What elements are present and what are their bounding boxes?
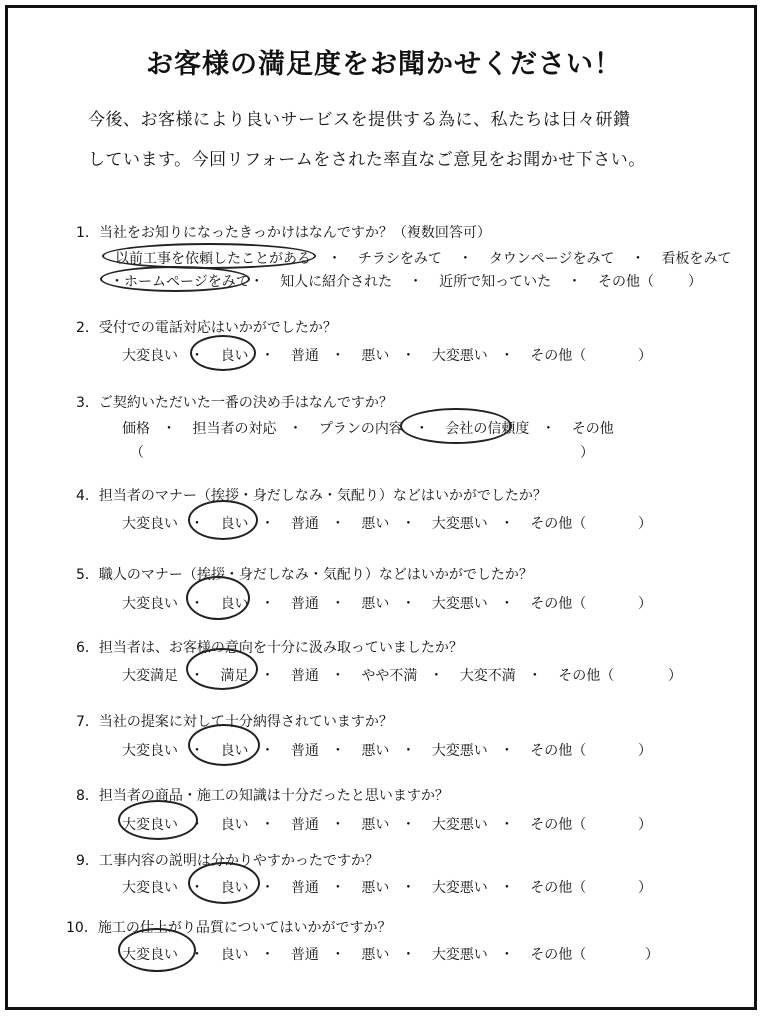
handwritten-circle bbox=[186, 648, 258, 690]
close-paren: ） bbox=[638, 880, 652, 896]
separator-dot: ・ bbox=[330, 596, 345, 612]
option[interactable]: 悪い bbox=[361, 596, 390, 612]
handwritten-circle bbox=[188, 724, 260, 766]
separator-dot: ・ bbox=[190, 947, 204, 963]
option[interactable]: 悪い bbox=[361, 817, 390, 833]
separator-dot: ・ bbox=[260, 516, 275, 532]
intro-line-1: 今後、お客様により良いサービスを提供する為に、私たちは日々研鑽 bbox=[88, 110, 631, 130]
separator-dot: ・ bbox=[499, 817, 514, 833]
separator-dot: ・ bbox=[190, 743, 204, 759]
option[interactable]: 大変悪い bbox=[431, 743, 488, 759]
separator-dot: ・ bbox=[414, 421, 429, 437]
question-1: 1．当社をお知りになったきっかけはなんですか？（複数回答可） bbox=[76, 225, 491, 241]
separator-dot: ・ bbox=[401, 743, 416, 759]
close-paren: ） bbox=[638, 348, 652, 364]
option[interactable]: 近所で知っていた bbox=[439, 274, 552, 290]
close-paren: ） bbox=[668, 668, 682, 684]
option[interactable]: その他（ bbox=[530, 348, 587, 364]
handwritten-circle bbox=[190, 335, 256, 371]
separator-dot: ・ bbox=[401, 516, 416, 532]
separator-dot: ・ bbox=[499, 743, 514, 759]
question-3: 3．ご契約いただいた一番の決め手はなんですか？ bbox=[76, 395, 393, 411]
separator-dot: ・ bbox=[260, 668, 275, 684]
option[interactable]: 悪い bbox=[361, 516, 390, 532]
close-paren: ） bbox=[688, 274, 702, 290]
option[interactable]: 大変良い bbox=[122, 348, 178, 364]
option[interactable]: タウンページをみて bbox=[488, 251, 615, 267]
separator-dot: ・ bbox=[330, 743, 345, 759]
option[interactable]: 大変満足 bbox=[122, 668, 178, 684]
separator-dot: ・ bbox=[499, 596, 514, 612]
separator-dot: ・ bbox=[330, 516, 345, 532]
question-6: 6．担当者は、お客様の意向を十分に汲み取っていましたか？ bbox=[76, 640, 463, 656]
separator-dot: ・ bbox=[260, 817, 275, 833]
separator-dot: ・ bbox=[190, 668, 204, 684]
question-2: 2．受付での電話対応はいかがでしたか？ bbox=[76, 320, 337, 336]
option[interactable]: 普通 bbox=[290, 668, 319, 684]
option[interactable]: その他（ bbox=[558, 668, 615, 684]
option[interactable]: 大変不満 bbox=[459, 668, 516, 684]
separator-dot: ・ bbox=[190, 516, 204, 532]
option[interactable]: 悪い bbox=[361, 743, 390, 759]
separator-dot: ・ bbox=[190, 348, 204, 364]
separator-dot: ・ bbox=[429, 668, 444, 684]
separator-dot: ・ bbox=[330, 668, 345, 684]
separator-dot: ・ bbox=[401, 947, 416, 963]
option[interactable]: 良い bbox=[220, 817, 249, 833]
option[interactable]: 良い bbox=[220, 516, 249, 532]
option[interactable]: 悪い bbox=[361, 348, 390, 364]
separator-dot: ・ bbox=[260, 743, 275, 759]
separator-dot: ・ bbox=[401, 817, 416, 833]
separator-dot: ・ bbox=[162, 421, 176, 437]
handwritten-circle bbox=[100, 266, 250, 292]
separator-dot: ・ bbox=[401, 596, 416, 612]
q3-options bbox=[122, 418, 626, 438]
option[interactable]: 普通 bbox=[290, 348, 319, 364]
separator-dot: ・ bbox=[458, 251, 473, 267]
option[interactable]: プランの内容 bbox=[318, 421, 403, 437]
separator-dot: ・ bbox=[527, 668, 542, 684]
separator-dot: ・ bbox=[190, 596, 204, 612]
open-paren: （ bbox=[130, 445, 144, 461]
option[interactable]: 良い bbox=[220, 880, 249, 896]
option[interactable]: やや不満 bbox=[361, 668, 418, 684]
option[interactable]: 良い bbox=[220, 743, 249, 759]
option[interactable]: 大変良い bbox=[122, 596, 178, 612]
separator-dot: ・ bbox=[260, 596, 275, 612]
option[interactable]: 大変良い bbox=[122, 817, 178, 833]
option[interactable]: その他（ bbox=[530, 743, 587, 759]
option[interactable]: 知人に紹介された bbox=[280, 274, 393, 290]
separator-dot: ・ bbox=[330, 880, 345, 896]
separator-dot: ・ bbox=[190, 880, 204, 896]
option[interactable]: 悪い bbox=[361, 947, 390, 963]
option[interactable]: その他（ bbox=[530, 817, 587, 833]
option[interactable]: 大変良い bbox=[122, 880, 178, 896]
separator-dot: ・ bbox=[260, 348, 275, 364]
option[interactable]: 良い bbox=[220, 596, 249, 612]
separator-dot: ・ bbox=[327, 251, 342, 267]
option[interactable]: 大変良い bbox=[122, 743, 178, 759]
question-10: 10．施工の仕上がり品質についてはいかがですか？ bbox=[66, 920, 392, 936]
option[interactable]: 会社の信頼度 bbox=[445, 421, 530, 437]
option[interactable]: 普通 bbox=[290, 880, 319, 896]
separator-dot: ・ bbox=[541, 421, 556, 437]
question-4: 4．担当者のマナー（挨拶・身だしなみ・気配り）などはいかがでしたか？ bbox=[76, 488, 547, 504]
handwritten-circle bbox=[118, 800, 198, 840]
option[interactable]: 普通 bbox=[290, 947, 319, 963]
option[interactable]: チラシをみて bbox=[357, 251, 442, 267]
option[interactable]: 普通 bbox=[290, 596, 319, 612]
option[interactable]: 以前工事を依頼したことがある bbox=[115, 251, 311, 267]
separator-dot: ・ bbox=[260, 880, 275, 896]
option[interactable]: 大変悪い bbox=[431, 947, 488, 963]
option[interactable]: 良い bbox=[220, 348, 249, 364]
close-paren: ） bbox=[645, 947, 659, 963]
option[interactable]: 普通 bbox=[290, 743, 319, 759]
handwritten-circle bbox=[102, 243, 316, 269]
handwritten-circle bbox=[186, 576, 250, 620]
question-9: 9．工事内容の説明は分かりやすかったですか？ bbox=[76, 853, 379, 869]
option[interactable]: ・ホームページをみて・ bbox=[110, 274, 264, 290]
option[interactable]: 普通 bbox=[290, 516, 319, 532]
close-paren: ） bbox=[638, 596, 652, 612]
option[interactable]: 普通 bbox=[290, 817, 319, 833]
option[interactable]: その他（ bbox=[530, 947, 587, 963]
separator-dot: ・ bbox=[190, 817, 204, 833]
close-paren: ） bbox=[580, 445, 594, 461]
separator-dot: ・ bbox=[260, 947, 275, 963]
separator-dot: ・ bbox=[401, 880, 416, 896]
option[interactable]: 看板をみて bbox=[661, 251, 732, 267]
separator-dot: ・ bbox=[499, 516, 514, 532]
handwritten-circle bbox=[188, 500, 258, 540]
question-8: 8．担当者の商品・施工の知識は十分だったと思いますか？ bbox=[76, 788, 449, 804]
option[interactable]: 満足 bbox=[220, 668, 249, 684]
close-paren: ） bbox=[638, 516, 652, 532]
option[interactable]: 大変良い bbox=[122, 947, 178, 963]
separator-dot: ・ bbox=[408, 274, 423, 290]
option[interactable]: 大変悪い bbox=[431, 880, 488, 896]
option[interactable]: 大変良い bbox=[122, 516, 178, 532]
option[interactable]: その他（ bbox=[530, 880, 587, 896]
question-5: 5．職人のマナー（挨拶・身だしなみ・気配り）などはいかがでしたか？ bbox=[76, 567, 533, 583]
separator-dot: ・ bbox=[401, 348, 416, 364]
option[interactable]: 大変悪い bbox=[431, 516, 488, 532]
option[interactable]: 担当者の対応 bbox=[192, 421, 277, 437]
separator-dot: ・ bbox=[499, 880, 514, 896]
option[interactable]: 価格 bbox=[122, 421, 150, 437]
separator-dot: ・ bbox=[330, 348, 345, 364]
separator-dot: ・ bbox=[330, 947, 345, 963]
separator-dot: ・ bbox=[567, 274, 582, 290]
option[interactable]: その他（ bbox=[598, 274, 654, 290]
handwritten-circle bbox=[188, 862, 260, 904]
question-7: 7．当社の提案に対して十分納得されていますか？ bbox=[76, 714, 393, 730]
option[interactable]: その他（ bbox=[530, 516, 587, 532]
handwritten-circle bbox=[400, 408, 512, 444]
option[interactable]: その他（ bbox=[530, 596, 587, 612]
separator-dot: ・ bbox=[499, 947, 514, 963]
separator-dot: ・ bbox=[631, 251, 645, 267]
option[interactable]: その他 bbox=[571, 421, 614, 437]
option[interactable]: 大変悪い bbox=[431, 596, 488, 612]
separator-dot: ・ bbox=[288, 421, 303, 437]
close-paren: ） bbox=[638, 817, 652, 833]
separator-dot: ・ bbox=[330, 817, 345, 833]
page-title: お客様の満足度をお聞かせください！ bbox=[146, 49, 622, 80]
separator-dot: ・ bbox=[499, 348, 514, 364]
intro-line-2: しています。今回リフォームをされた率直なご意見をお聞かせ下さい。 bbox=[88, 150, 646, 170]
close-paren: ） bbox=[638, 743, 652, 759]
option[interactable]: 大変悪い bbox=[431, 817, 488, 833]
option[interactable]: 良い bbox=[220, 947, 249, 963]
option[interactable]: 大変悪い bbox=[431, 348, 488, 364]
option[interactable]: 悪い bbox=[361, 880, 390, 896]
handwritten-circle bbox=[118, 928, 196, 972]
